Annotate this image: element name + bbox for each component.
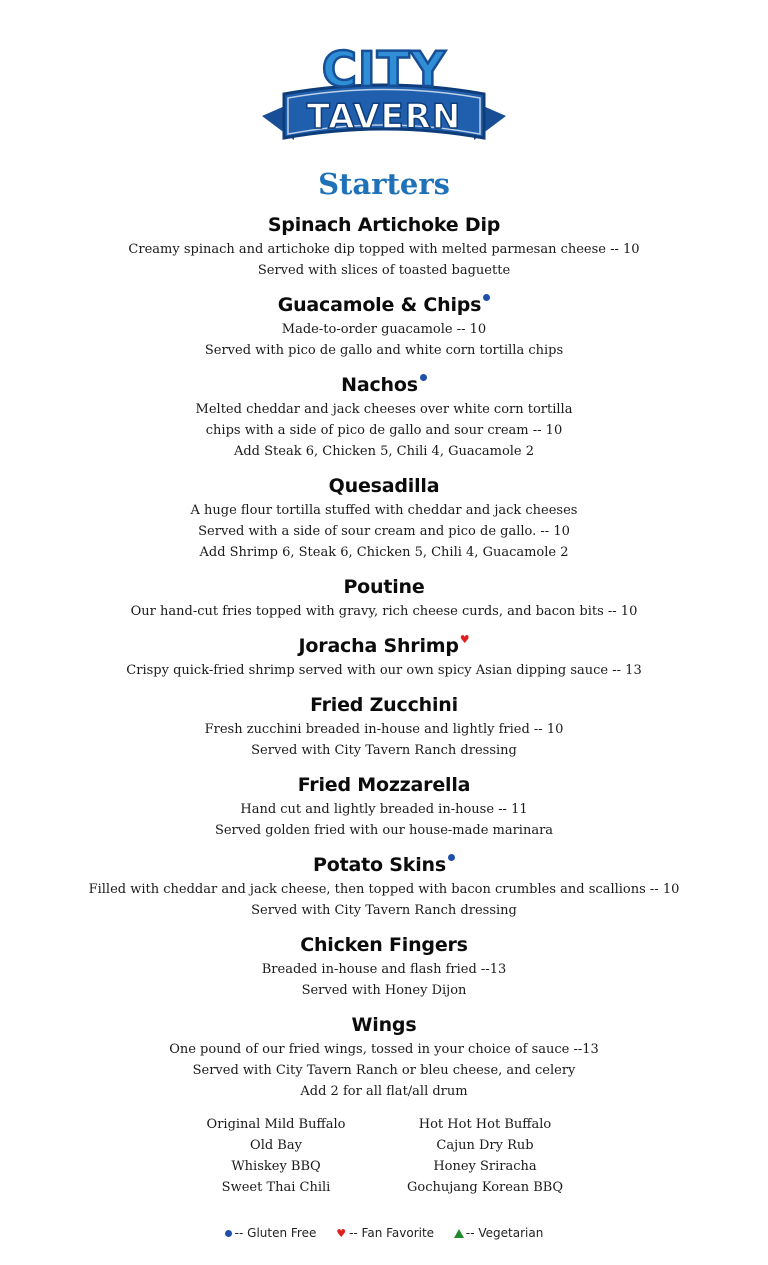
menu-item-description: Served with City Tavern Ranch dressing <box>251 903 517 918</box>
legend-gluten-free <box>225 1226 317 1240</box>
menu-item-description: Filled with cheddar and jack cheese, then topped with bacon crumbles and scallions -- 10 <box>88 882 680 897</box>
menu-item-description: Add 2 for all flat/all drum <box>300 1084 468 1099</box>
menu-item-description: Served with slices of toasted baguette <box>257 263 511 278</box>
wing-sauces <box>0 1114 768 1200</box>
menu-item-name <box>0 932 768 958</box>
sauce-option: Original Mild Buffalo <box>206 1117 346 1132</box>
menu-item-description: Our hand-cut fries topped with gravy, rich cheese curds, and bacon bits -- 10 <box>130 604 638 619</box>
menu-item-description: chips with a side of pico de gallo and sour cream -- 10 <box>205 423 563 438</box>
menu-item-name-text: Poutine <box>343 576 425 598</box>
sauce-option: Honey Sriracha <box>433 1159 537 1174</box>
fan-favorite-heart-icon: ♥ <box>336 1227 347 1240</box>
menu-item-name <box>0 473 768 499</box>
menu-item-name-text: Chicken Fingers <box>300 934 468 956</box>
vegetarian-triangle-icon <box>454 1229 464 1238</box>
menu-item-description: Crispy quick-fried shrimp served with our own spicy Asian dipping sauce -- 13 <box>126 663 642 678</box>
fan-favorite-heart-icon: ♥ <box>459 633 470 646</box>
menu-item-description: Served with pico de gallo and white corn tortilla chips <box>204 343 564 358</box>
menu-item-name <box>0 1012 768 1038</box>
legend-vegetarian <box>454 1226 543 1240</box>
menu-item <box>0 1012 768 1102</box>
menu-item-description: Add Steak 6, Chicken 5, Chili 4, Guacamole 2 <box>233 444 535 459</box>
menu-item-description: Served with City Tavern Ranch dressing <box>251 743 517 758</box>
menu-item <box>0 574 768 622</box>
menu-item-name <box>0 574 768 600</box>
legend-fan-favorite-label: -- Fan Favorite <box>349 1226 435 1240</box>
menu-item-name-text: Joracha Shrimp <box>298 635 459 657</box>
menu-item <box>0 212 768 281</box>
menu-item-name-text: Potato Skins <box>313 854 446 876</box>
menu-item-description: Served with City Tavern Ranch or bleu cheese, and celery <box>192 1063 576 1078</box>
menu-item-name-text: Nachos <box>341 374 418 396</box>
menu-item <box>0 633 768 681</box>
menu-item-name-text: Wings <box>351 1014 417 1036</box>
menu-item-name-text: Guacamole & Chips <box>277 294 482 316</box>
menu-item-description: One pound of our fried wings, tossed in your choice of sauce --13 <box>169 1042 599 1057</box>
menu-item-name-text: Fried Zucchini <box>310 694 458 716</box>
sauce-option: Gochujang Korean BBQ <box>407 1180 563 1195</box>
menu-item-description: Made-to-order guacamole -- 10 <box>281 322 487 337</box>
menu-item-description: Creamy spinach and artichoke dip topped with melted parmesan cheese -- 10 <box>128 242 640 257</box>
menu-item-name-text: Fried Mozzarella <box>297 774 471 796</box>
legend <box>0 1226 768 1240</box>
menu-item-name <box>0 772 768 798</box>
menu-item-name <box>0 212 768 238</box>
logo-city-text: CITY <box>321 42 447 98</box>
gluten-free-dot-icon <box>225 1230 232 1237</box>
legend-fan-favorite <box>336 1226 434 1240</box>
sauce-option: Cajun Dry Rub <box>436 1138 534 1153</box>
menu-item-name <box>0 692 768 718</box>
gluten-free-dot-icon <box>483 294 490 301</box>
city-tavern-logo <box>0 36 768 160</box>
menu-item <box>0 772 768 841</box>
logo-tavern-text: TAVERN <box>306 97 462 137</box>
section-title: Starters <box>318 167 450 201</box>
menu-item <box>0 372 768 462</box>
sauce-option: Whiskey BBQ <box>231 1159 321 1174</box>
legend-gluten-free-label: -- Gluten Free <box>234 1226 317 1240</box>
menu-item <box>0 932 768 1001</box>
menu-item-description: Breaded in-house and flash fried --13 <box>261 962 507 977</box>
menu-item-name <box>0 852 768 878</box>
menu-item-description: Served with Honey Dijon <box>301 983 467 998</box>
menu-item-description: Served with a side of sour cream and pico de gallo. -- 10 <box>198 524 570 539</box>
sauce-option: Old Bay <box>250 1138 302 1153</box>
menu-item-name <box>0 372 768 398</box>
menu-item <box>0 852 768 921</box>
menu-item <box>0 292 768 361</box>
menu-item-description: Melted cheddar and jack cheeses over white corn tortilla <box>195 402 573 417</box>
menu-item-description: Served golden fried with our house-made marinara <box>214 823 554 838</box>
menu-item-description: Fresh zucchini breaded in-house and lightly fried -- 10 <box>204 722 564 737</box>
sauce-column-right <box>385 1114 585 1198</box>
menu-item-name-text: Quesadilla <box>328 475 440 497</box>
sauce-option: Hot Hot Hot Buffalo <box>418 1117 552 1132</box>
menu-item <box>0 692 768 761</box>
logo-graphic <box>254 36 514 156</box>
starters-menu <box>0 212 768 1102</box>
legend-vegetarian-label: -- Vegetarian <box>465 1226 544 1240</box>
gluten-free-dot-icon <box>448 854 455 861</box>
menu-item-name <box>0 633 768 659</box>
sauce-option: Sweet Thai Chili <box>221 1180 331 1195</box>
gluten-free-dot-icon <box>420 374 427 381</box>
sauce-column-left <box>176 1114 376 1198</box>
menu-item-description: Hand cut and lightly breaded in-house -- 11 <box>240 802 528 817</box>
menu-item-name-text: Spinach Artichoke Dip <box>267 214 501 236</box>
menu-item-name <box>0 292 768 318</box>
menu-item-description: Add Shrimp 6, Steak 6, Chicken 5, Chili 4, Guacamole 2 <box>199 545 569 560</box>
menu-item-description: A huge flour tortilla stuffed with cheddar and jack cheeses <box>190 503 578 518</box>
menu-item <box>0 473 768 563</box>
